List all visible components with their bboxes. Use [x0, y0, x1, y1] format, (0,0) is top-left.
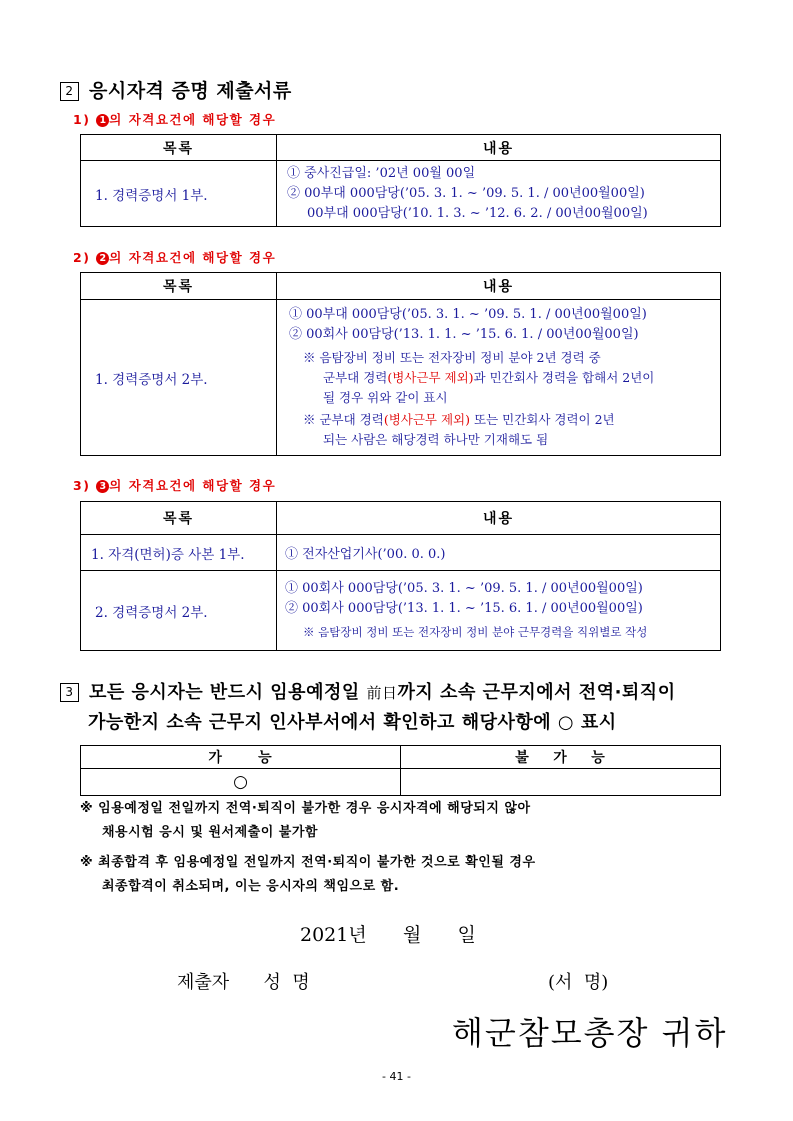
note-text: 과 민간회사 경력을 합해서 2년이 — [473, 370, 655, 385]
section-2-heading — [60, 76, 292, 103]
content-note: ※ 음탐장비 정비 또는 전자장비 정비 분야 근무경력을 직위별로 작성 — [303, 625, 648, 639]
subheading-1 — [73, 110, 276, 128]
content-cell — [277, 300, 721, 456]
note-text: 군부대 경력 — [323, 370, 388, 385]
page-number: - 41 - — [382, 1070, 411, 1083]
impossible-mark-cell[interactable] — [401, 769, 721, 796]
doc-cell: 1. 자격(면허)증 사본 1부. — [81, 535, 277, 571]
notice-2-line-1: ※ 최종합격 후 임용예정일 전일까지 전역·퇴직이 불가한 것으로 확인될 경우 — [80, 855, 536, 870]
header-content: 내용 — [277, 135, 721, 161]
note-2-line-1 — [289, 410, 720, 430]
content-line: ② 00회사 000담당(’13. 1. 1. ~ ’15. 6. 1. / 00년00월00일) — [285, 601, 643, 616]
subheading-2 — [73, 248, 276, 266]
circled-number: 3 — [96, 480, 109, 493]
header-possible: 가 능 — [81, 746, 401, 769]
doc-cell: 2. 경력증명서 2부. — [81, 571, 277, 651]
notice-1-line-2: 채용시험 응시 및 원서제출이 불가함 — [102, 825, 318, 840]
table-1 — [80, 134, 721, 227]
subheading-text: 의 자격요건에 해당할 경우 — [109, 112, 277, 127]
subheading-3 — [73, 476, 276, 494]
note-1-line-2 — [289, 368, 720, 388]
notice-2-line-2: 최종합격이 취소되며, 이는 응시자의 책임으로 함. — [102, 879, 400, 894]
header-list: 목록 — [81, 273, 277, 300]
content-line: ② 00부대 000담당(’05. 3. 1. ~ ’09. 5. 1. / 00년00월00일) — [287, 185, 645, 201]
doc-cell: 1. 경력증명서 1부. — [81, 161, 277, 227]
date-line: 2021년 월 일 — [300, 924, 476, 946]
content-line: ① 00부대 000담당(’05. 3. 1. ~ ’09. 5. 1. / 00년00월00일) — [289, 307, 647, 322]
submitter-line: 제출자 성 명 — [177, 972, 310, 993]
possible-mark-cell[interactable]: ○ — [81, 769, 401, 796]
note-text: ※ 군부대 경력 — [303, 412, 384, 427]
availability-table — [80, 745, 721, 796]
section-3-heading-line-2: 가능한지 소속 근무지 인사부서에서 확인하고 해당사항에 ○ 표시 — [88, 712, 617, 733]
note-1-line-3: 될 경우 위와 같이 표시 — [323, 390, 448, 405]
header-impossible: 불 가 능 — [401, 746, 721, 769]
subheading-text: 의 자격요건에 해당할 경우 — [109, 250, 277, 265]
addressee: 해군참모총장 귀하 — [452, 1014, 728, 1052]
content-line: ① 중사진급일: ’02년 00월 00일 — [287, 165, 476, 181]
circled-number: 2 — [96, 252, 109, 265]
heading-hanja: 前日 — [366, 684, 398, 702]
subheading-text: 의 자격요건에 해당할 경우 — [109, 478, 277, 493]
section-number-box: 2 — [60, 82, 79, 101]
header-list: 목록 — [81, 502, 277, 535]
section-title: 응시자격 증명 제출서류 — [89, 80, 292, 102]
note-1-line-1: ※ 음탐장비 정비 또는 전자장비 정비 분야 2년 경력 중 — [303, 350, 601, 365]
subheading-prefix: 3) — [73, 478, 91, 493]
header-list: 목록 — [81, 135, 277, 161]
circled-number: 1 — [96, 114, 109, 127]
header-content: 내용 — [277, 502, 721, 535]
content-line: ② 00회사 00담당(’13. 1. 1. ~ ’15. 6. 1. / 00년00월00일) — [289, 327, 639, 342]
header-content: 내용 — [277, 273, 721, 300]
section-number-box: 3 — [60, 683, 79, 702]
notice-1-line-1: ※ 임용예정일 전일까지 전역·퇴직이 불가한 경우 응시자격에 해당되지 않아 — [80, 801, 531, 816]
content-line: ① 00회사 000담당(’05. 3. 1. ~ ’09. 5. 1. / 00년00월00일) — [285, 581, 643, 596]
subheading-prefix: 2) — [73, 250, 91, 265]
note-highlight: (병사근무 제외) — [383, 412, 471, 427]
signature-line[interactable]: (서 명) — [548, 972, 609, 993]
content-cell: ① 전자산업기사(’00. 0. 0.) — [277, 535, 721, 571]
note-text: 또는 민간회사 경력이 2년 — [470, 412, 615, 427]
doc-cell: 1. 경력증명서 2부. — [81, 300, 277, 456]
table-2 — [80, 272, 721, 456]
note-2-line-2: 되는 사람은 해당경력 하나만 기재해도 됨 — [323, 432, 549, 447]
content-cell — [277, 161, 721, 227]
heading-text: 까지 소속 근무지에서 전역·퇴직이 — [397, 682, 676, 703]
content-line: 00부대 000담당(’10. 1. 3. ~ ’12. 6. 2. / 00년00월00일) — [307, 205, 648, 221]
heading-text: 모든 응시자는 반드시 임용예정일 — [89, 682, 367, 703]
table-3 — [80, 501, 721, 651]
note-highlight: (병사근무 제외) — [387, 370, 474, 385]
content-cell — [277, 571, 721, 651]
section-3-heading-line-1 — [60, 678, 676, 704]
subheading-prefix: 1) — [73, 112, 91, 127]
